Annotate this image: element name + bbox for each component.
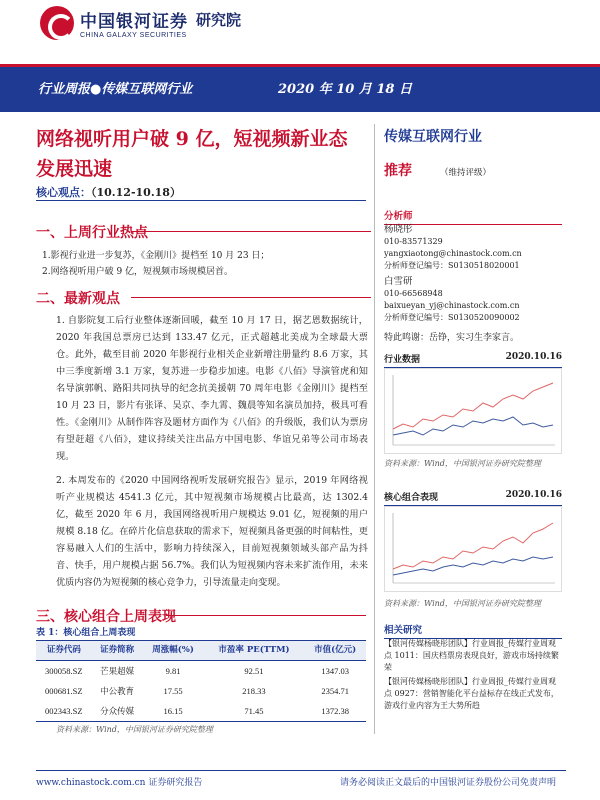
rating-note: （维持评级） xyxy=(440,168,492,178)
cell: 芒果超媒 xyxy=(100,666,135,676)
institute-name: 研究院 xyxy=(196,10,242,29)
rating-value: 推荐 xyxy=(384,163,412,179)
chart-2-header xyxy=(384,490,562,506)
report-category: 行业周报●传媒互联网行业 xyxy=(38,82,193,97)
footer-website[interactable]: www.chinastock.com.cn 证券研究报告 xyxy=(36,778,203,788)
section-1-heading xyxy=(36,222,148,242)
analyst-phone: 010-83571329 xyxy=(384,237,443,246)
chart-2-source: 资料来源：Wind，中国银河证券研究院整理 xyxy=(384,599,541,608)
portfolio-chart xyxy=(384,506,562,592)
chart-2-date: 2020.10.16 xyxy=(505,490,562,500)
table-row xyxy=(36,661,366,682)
footer-divider xyxy=(36,770,566,771)
chart-1-header xyxy=(384,352,562,368)
cell: 218.33 xyxy=(242,686,266,696)
logo xyxy=(40,6,241,40)
cell: 9.81 xyxy=(165,666,181,676)
brand-logo-icon xyxy=(40,6,74,40)
cell: 92.51 xyxy=(244,666,264,676)
footer-disclaimer: 请务必阅读正文最后的中国银河证券股份公司免责声明 xyxy=(340,778,557,788)
viewpoint-paragraph-2: 2. 本周发布的《2020 中国网络视听发展研究报告》显示，2019 年网络视听产业规模达 4541.3 亿元，其中短视频市场规模占比最高，达 1302.4 亿，截至 2020 年 6 月，我国网络视听用户规模达 9.01 亿，短视频的用户规模 8.18 亿。在碎片化信息获取的需求下，短视频具备更强的时间粘性，更容易融入人们的生活中，影响力持续深入，目前短视频领域头部产品为抖音、快手，用户规模占据 56.7%。我们认为短视频内容未来扩流作用，未来优质内容仍为短视频的核心竞争力，引导流量走向变现。 xyxy=(56,475,368,588)
table-row xyxy=(36,681,366,701)
industry-line-red xyxy=(393,383,553,429)
industry-chart-svg xyxy=(385,369,561,453)
industry-name: 传媒互联网行业 xyxy=(384,129,482,145)
table-header-row xyxy=(36,641,366,661)
section-2-heading xyxy=(36,288,120,308)
related-item[interactable]: 【银河传媒杨晓彤团队】行业周报_传媒行业周观点 1011：国庆档票房表现良好，游戏市场持续繁荣 xyxy=(384,639,559,672)
col-header: 证券代码 xyxy=(36,641,92,661)
table-row xyxy=(36,701,366,722)
cell: 1347.03 xyxy=(321,666,349,676)
section-3-heading xyxy=(36,606,176,626)
logo-cn: 中国银河证券 xyxy=(80,12,188,32)
col-header: 市值(亿元) xyxy=(304,641,366,661)
chart-2-title: 核心组合表现 xyxy=(384,493,439,503)
cell: 71.45 xyxy=(204,701,305,722)
core-view-line xyxy=(36,184,181,200)
cell: 17.55 xyxy=(163,686,183,696)
report-date: 2020 年 10 月 18 日 xyxy=(278,82,412,97)
section-3-title: 三、核心组合上周表现 xyxy=(36,609,176,625)
chart-1-source: 资料来源：Wind，中国银河证券研究院整理 xyxy=(384,459,541,468)
core-period: （10.12-10.18） xyxy=(91,186,181,199)
related-header: 相关研究 xyxy=(384,622,562,639)
industry-line-blue xyxy=(393,417,553,435)
analyst-email: yangxiaotong@chinastock.com.cn xyxy=(384,249,522,258)
col-header: 证券简称 xyxy=(92,641,143,661)
cell: 002343.SZ xyxy=(36,701,92,722)
analyst-block xyxy=(384,224,562,272)
core-label: 核心观点： xyxy=(36,186,91,199)
analyst-name: 白雪研 xyxy=(384,276,413,287)
col-header: 周涨幅(%) xyxy=(143,641,204,661)
acknowledgement: 特此鸣谢：岳铮，实习生李家言。 xyxy=(384,333,520,343)
analyst-cert: 分析师登记编号：S0130520090002 xyxy=(384,313,520,322)
col-header: 市盈率 PE(TTM) xyxy=(204,641,305,661)
chart-1-title: 行业数据 xyxy=(384,355,421,365)
industry-data-chart xyxy=(384,368,562,454)
cell: 1372.38 xyxy=(304,701,366,722)
viewpoint-paragraph-1: 1. 自影院复工后行业整体逐渐回暖，截至 10 月 17 日，据艺恩数据统计，2020 年我国总票房已达到 133.47 亿元，正式超越北美成为全球最大票仓。此外，截至目前 2020 年影视行业相关企业新增注册量约 8.6 万家，其中三季度新增 3.1 万家，复苏进一步稳步加速。电影《八佰》导演管虎和知名导演郭帆、路阳共同执导的纪念抗美援朝 70 周年电影《金刚川》提档至 10 月 23 日，影片有张译、吴京、李九霄、魏晨等知名演员加持，极具可看性。《金刚川》从制作阵容及题材方面作为《八佰》的升级版，我们认为票房有望赶超《八佰》，建议持续关注出品方中国电影、华谊兄弟等公司市场表现。 xyxy=(56,315,368,462)
analyst-header: 分析师 xyxy=(384,208,562,225)
table-caption: 表 1：核心组合上周表现 xyxy=(36,628,136,638)
table-source: 资料来源：Wind，中国银河证券研究院整理 xyxy=(56,725,213,734)
cell: 分众传媒 xyxy=(92,701,143,722)
cell: 000681.SZ xyxy=(45,686,83,696)
cell: 300058.SZ xyxy=(45,666,83,676)
portfolio-chart-svg xyxy=(385,507,561,591)
portfolio-table xyxy=(36,640,366,722)
report-title: 网络视听用户破 9 亿，短视频新业态发展迅速 xyxy=(36,128,348,180)
title-divider xyxy=(36,200,366,201)
related-item[interactable]: 【银河传媒杨晓彤团队】行业周报_传媒行业周观点 0927：营销智能化平台益标存在线正式发布，游戏行业内容为王大势所趋 xyxy=(384,677,559,710)
chart-1-date: 2020.10.16 xyxy=(505,352,562,362)
section-2-title: 二、最新观点 xyxy=(36,291,120,307)
column-divider xyxy=(374,124,375,734)
analyst-email: baixueyan_yj@chinastock.com.cn xyxy=(384,301,520,310)
analyst-name: 杨晓彤 xyxy=(384,224,413,235)
rating xyxy=(384,160,562,180)
portfolio-line-blue xyxy=(393,557,553,575)
analyst-phone: 010-66568948 xyxy=(384,289,443,298)
logo-en: CHINA GALAXY SECURITIES xyxy=(80,32,187,39)
cell: 16.15 xyxy=(143,701,204,722)
cell: 中公教育 xyxy=(100,686,135,696)
section-1-title: 一、上周行业热点 xyxy=(36,225,148,241)
analyst-cert: 分析师登记编号：S0130518020001 xyxy=(384,261,520,270)
portfolio-line-red xyxy=(393,523,553,569)
hot-item: 2.网络视听用户破 9 亿，短视频市场规模居首。 xyxy=(42,267,234,277)
hot-item: 1.影视行业进一步复苏，《金刚川》提档至 10 月 23 日； xyxy=(42,251,270,261)
cell: 2354.71 xyxy=(321,686,349,696)
analyst-block xyxy=(384,276,562,324)
